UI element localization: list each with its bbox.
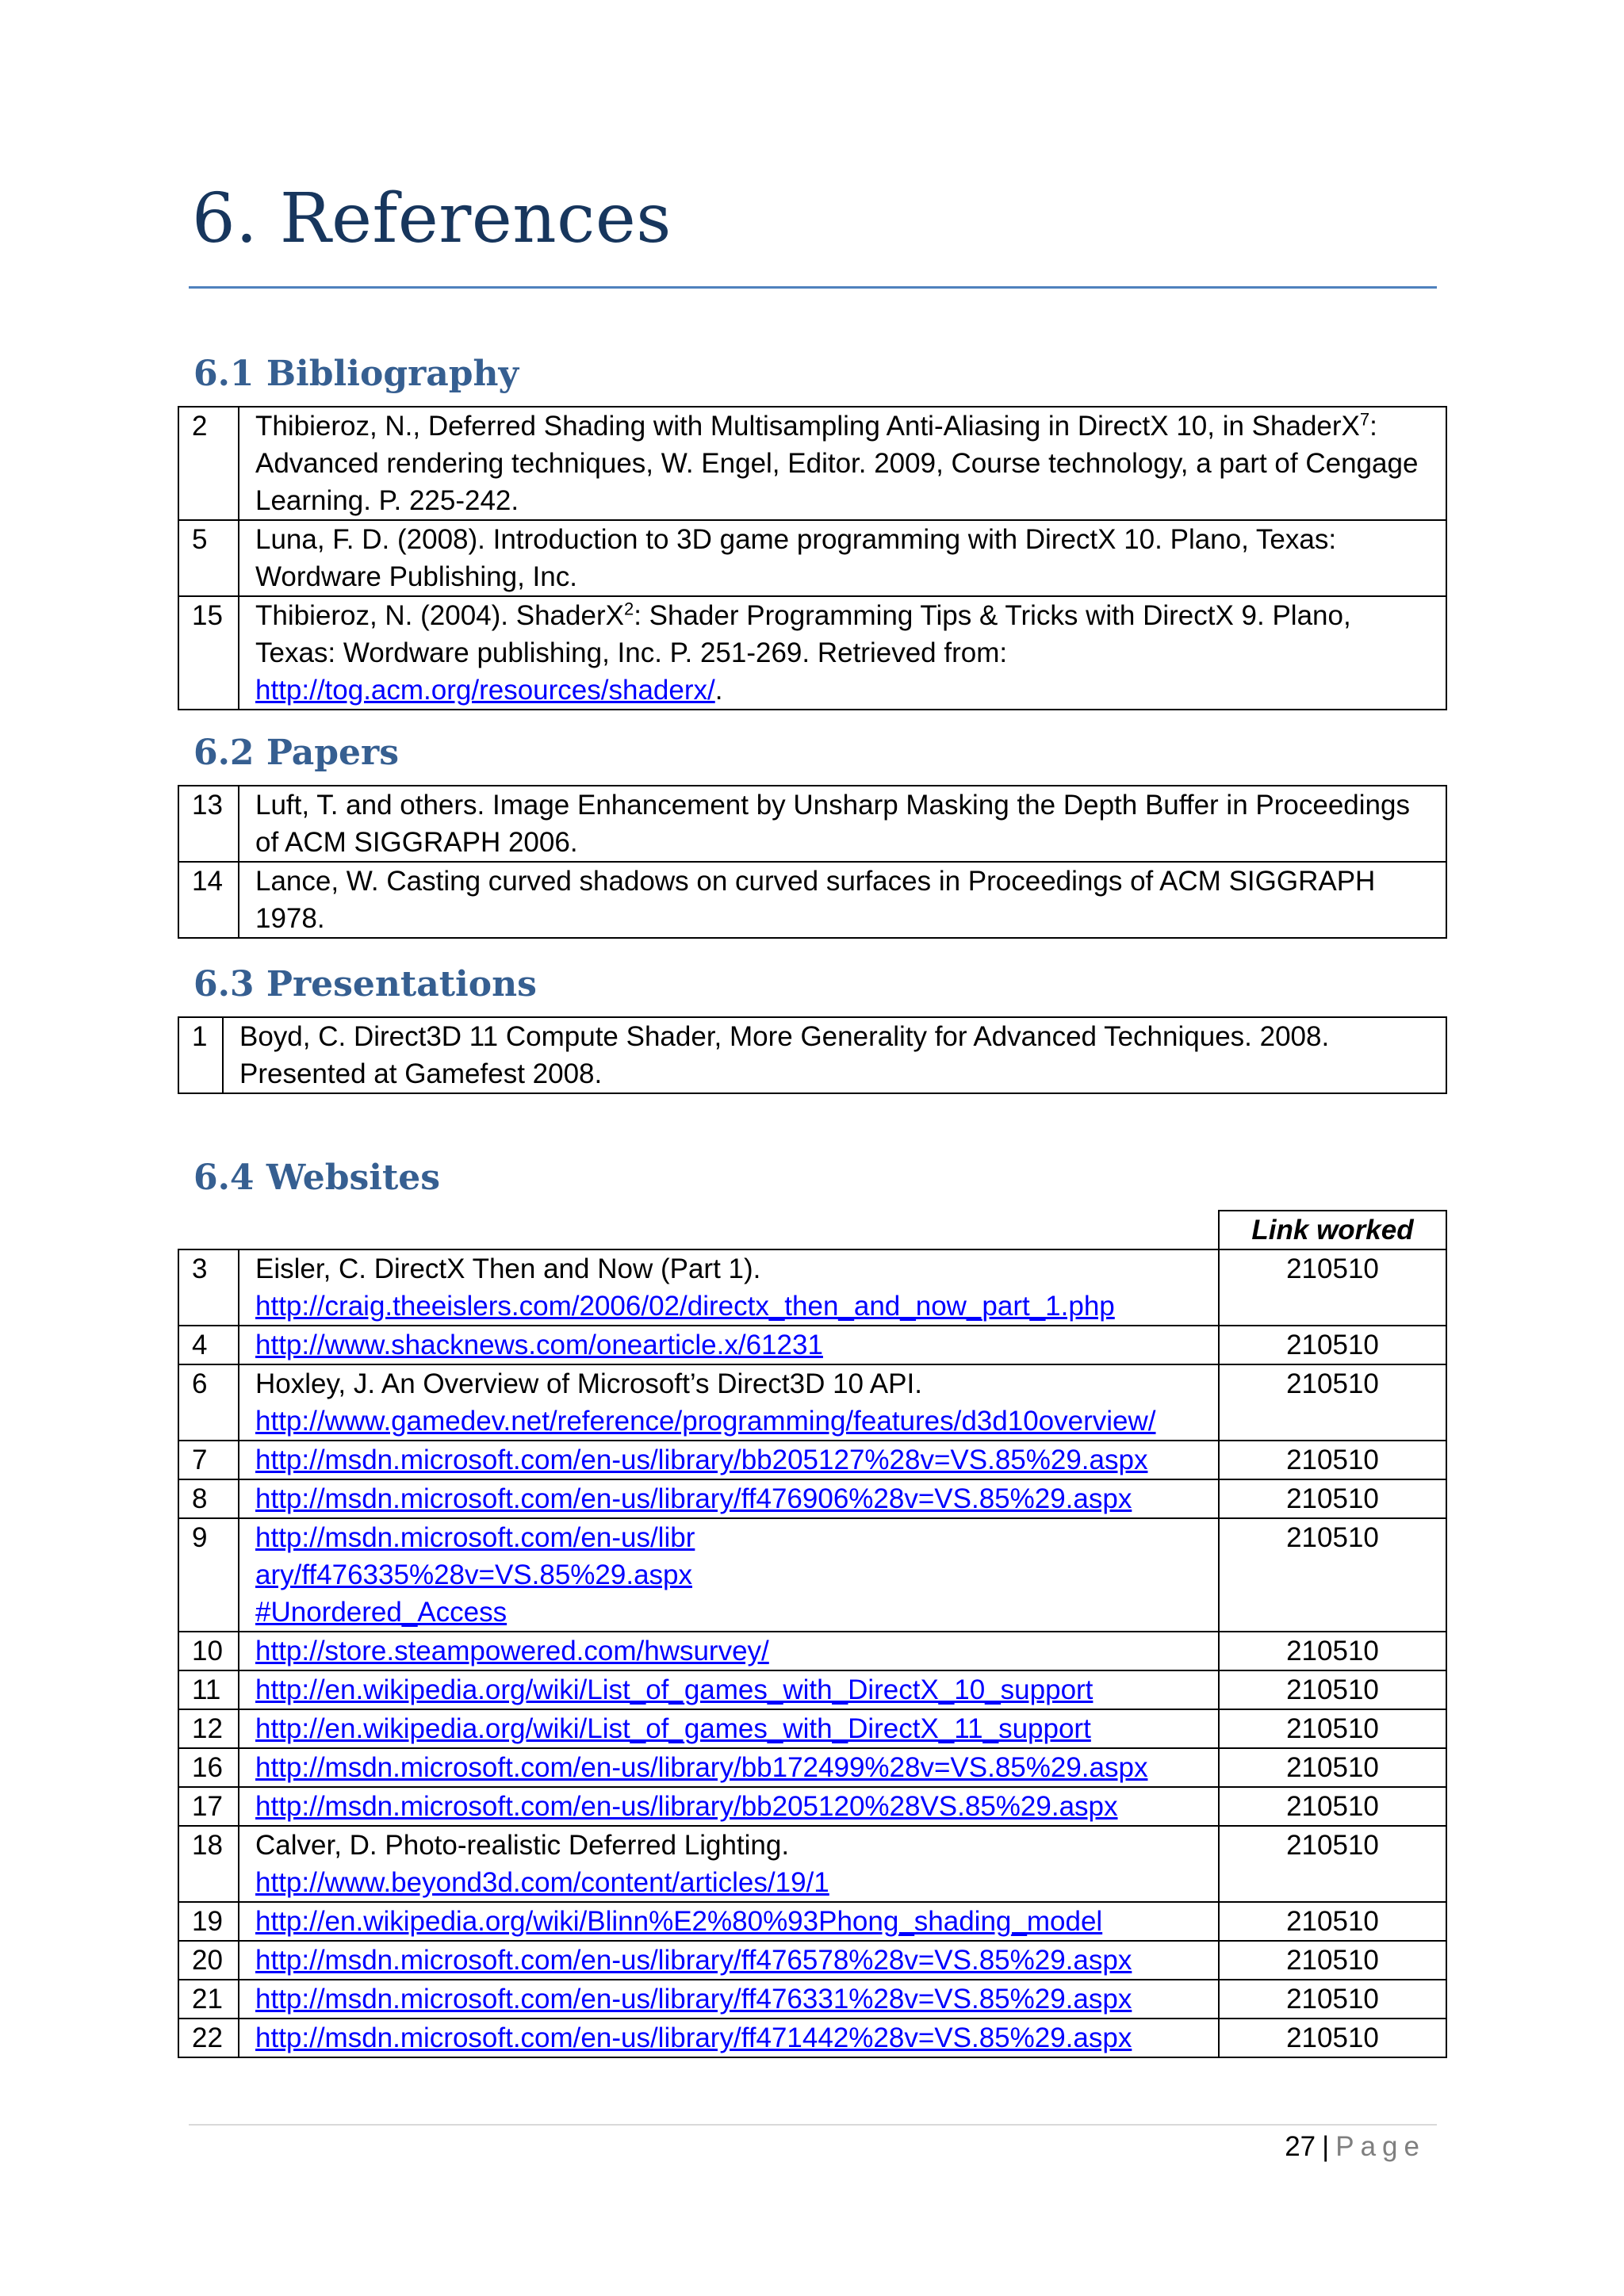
table-row (178, 520, 1446, 596)
ref-link[interactable]: http://msdn.microsoft.com/en-us/library/ff471442%28v=VS.85%29.aspx (255, 2022, 1132, 2053)
ref-entry (239, 1941, 1219, 1980)
table-row (178, 1941, 1446, 1980)
table-row (178, 1326, 1446, 1364)
link-worked-date: 210510 (1219, 1787, 1446, 1826)
ref-link[interactable]: http://msdn.microsoft.com/en-us/library/ff476331%28v=VS.85%29.aspx (255, 1984, 1132, 2015)
table-row (178, 1980, 1446, 2019)
ref-text: Luft, T. and others. Image Enhancement by Unsharp Masking the Depth Buffer in Proceedings of ACM SIGGRAPH 2006. (239, 786, 1446, 862)
link-worked-date: 210510 (1219, 1826, 1446, 1902)
ref-entry (239, 1632, 1219, 1670)
ref-number: 20 (178, 1941, 239, 1980)
table-row (178, 1826, 1446, 1902)
ref-superscript: 7 (1359, 409, 1370, 430)
ref-link[interactable]: http://msdn.microsoft.com/en-us/library/ff476335%28v=VS.85%29.aspx#Unordered_Access (255, 1522, 695, 1628)
link-worked-date: 210510 (1219, 2019, 1446, 2057)
page-number: 27 (1285, 2131, 1316, 2162)
websites-rows (178, 1249, 1446, 2057)
table-row (178, 1249, 1446, 1326)
presentations-table (178, 1016, 1447, 1094)
link-worked-date: 210510 (1219, 1364, 1446, 1441)
ref-text (239, 407, 1446, 520)
ref-link[interactable]: http://msdn.microsoft.com/en-us/library/bb172499%28v=VS.85%29.aspx (255, 1752, 1148, 1783)
ref-number: 17 (178, 1787, 239, 1826)
ref-number: 3 (178, 1249, 239, 1326)
link-worked-date: 210510 (1219, 1249, 1446, 1326)
ref-link[interactable]: http://msdn.microsoft.com/en-us/library/bb205127%28v=VS.85%29.aspx (255, 1445, 1148, 1475)
ref-superscript: 2 (623, 599, 634, 619)
ref-entry (239, 1249, 1219, 1326)
table-row (178, 1364, 1446, 1441)
ref-number: 2 (178, 407, 239, 520)
ref-entry (239, 1518, 1219, 1632)
ref-link[interactable]: http://craig.theeislers.com/2006/02/directx_then_and_now_part_1.php (255, 1291, 1115, 1322)
link-worked-date: 210510 (1219, 1441, 1446, 1479)
ref-number: 5 (178, 520, 239, 596)
link-worked-date: 210510 (1219, 1980, 1446, 2019)
table-row (178, 1748, 1446, 1787)
page-separator: | (1322, 2131, 1330, 2162)
table-row (178, 1632, 1446, 1670)
column-header-link-worked: Link worked (1219, 1211, 1446, 1249)
table-row (178, 407, 1446, 520)
ref-link[interactable]: http://en.wikipedia.org/wiki/List_of_games_with_DirectX_11_support (255, 1713, 1091, 1744)
ref-number: 18 (178, 1826, 239, 1902)
table-row (178, 2019, 1446, 2057)
ref-number: 15 (178, 596, 239, 710)
footer-rule (189, 2124, 1437, 2126)
ref-entry (239, 1364, 1219, 1441)
ref-number: 14 (178, 862, 239, 938)
table-row (178, 1479, 1446, 1518)
ref-text: Eisler, C. DirectX Then and Now (Part 1). (255, 1253, 761, 1284)
ref-text-part: : Shader Programming Tips & Tricks with DirectX 9. Plano, Texas: Wordware publishing, Inc. P. 251-269. Retrieved from: (255, 600, 1351, 668)
ref-text-part: Thibieroz, N. (2004). ShaderX (255, 600, 624, 631)
ref-number: 22 (178, 2019, 239, 2057)
ref-number: 8 (178, 1479, 239, 1518)
ref-text: Boyd, C. Direct3D 11 Compute Shader, More Generality for Advanced Techniques. 2008. Presented at Gamefest 2008. (223, 1017, 1446, 1093)
table-row (178, 1709, 1446, 1748)
ref-link[interactable]: http://store.steampowered.com/hwsurvey/ (255, 1636, 769, 1667)
ref-entry (239, 1748, 1219, 1787)
ref-link[interactable]: http://www.gamedev.net/reference/programming/features/d3d10overview/ (255, 1406, 1156, 1437)
ref-text-part: . (714, 675, 723, 706)
title-underline (189, 286, 1437, 289)
table-row (178, 1518, 1446, 1632)
ref-entry (239, 1670, 1219, 1709)
ref-number: 19 (178, 1902, 239, 1941)
table-header-row (178, 1211, 1446, 1249)
table-row (178, 1670, 1446, 1709)
link-worked-date: 210510 (1219, 1670, 1446, 1709)
ref-link[interactable]: http://msdn.microsoft.com/en-us/library/ff476906%28v=VS.85%29.aspx (255, 1483, 1132, 1514)
link-worked-date: 210510 (1219, 1709, 1446, 1748)
section-heading-bibliography: 6.1 Bibliography (193, 354, 519, 394)
page-label: Page (1335, 2131, 1426, 2162)
table-row (178, 786, 1446, 862)
link-worked-date: 210510 (1219, 1518, 1446, 1632)
ref-entry (239, 1709, 1219, 1748)
bibliography-table (178, 406, 1447, 710)
ref-text-part: Thibieroz, N., Deferred Shading with Multisampling Anti-Aliasing in DirectX 10, in ShaderX (255, 411, 1360, 442)
ref-number: 4 (178, 1326, 239, 1364)
ref-entry (239, 1980, 1219, 2019)
ref-number: 7 (178, 1441, 239, 1479)
ref-link[interactable]: http://en.wikipedia.org/wiki/List_of_games_with_DirectX_10_support (255, 1674, 1094, 1705)
papers-table (178, 785, 1447, 939)
ref-entry (239, 1441, 1219, 1479)
ref-entry (239, 1902, 1219, 1941)
link-worked-date: 210510 (1219, 1479, 1446, 1518)
ref-link[interactable]: http://msdn.microsoft.com/en-us/library/ff476578%28v=VS.85%29.aspx (255, 1945, 1132, 1976)
link-worked-date: 210510 (1219, 1941, 1446, 1980)
page-footer (1285, 2131, 1426, 2163)
ref-number: 16 (178, 1748, 239, 1787)
section-heading-papers: 6.2 Papers (193, 733, 399, 773)
table-row (178, 862, 1446, 938)
ref-link[interactable]: http://www.shacknews.com/onearticle.x/61231 (255, 1330, 823, 1360)
ref-number: 9 (178, 1518, 239, 1632)
ref-number: 10 (178, 1632, 239, 1670)
websites-table (178, 1210, 1447, 2058)
ref-number: 1 (178, 1017, 223, 1093)
link-worked-date: 210510 (1219, 1748, 1446, 1787)
ref-text-part: : Advanced rendering techniques, W. Engel, Editor. 2009, Course technology, a part of Cengage Learning. P. 225-242. (255, 411, 1419, 516)
link-worked-date: 210510 (1219, 1902, 1446, 1941)
ref-link[interactable]: http://tog.acm.org/resources/shaderx/ (255, 675, 715, 706)
ref-number: 21 (178, 1980, 239, 2019)
page-title: 6. References (192, 179, 672, 258)
link-worked-date: 210510 (1219, 1632, 1446, 1670)
section-heading-websites: 6.4 Websites (193, 1158, 441, 1198)
ref-number: 13 (178, 786, 239, 862)
ref-text: Luna, F. D. (2008). Introduction to 3D game programming with DirectX 10. Plano, Texas: Wordware Publishing, Inc. (239, 520, 1446, 596)
ref-link[interactable]: http://en.wikipedia.org/wiki/Blinn%E2%80%93Phong_shading_model (255, 1906, 1103, 1937)
ref-number: 11 (178, 1670, 239, 1709)
ref-text: Calver, D. Photo-realistic Deferred Lighting. (255, 1830, 790, 1861)
ref-text (239, 596, 1446, 710)
ref-entry (239, 2019, 1219, 2057)
ref-entry (239, 1479, 1219, 1518)
ref-number: 12 (178, 1709, 239, 1748)
ref-entry (239, 1326, 1219, 1364)
ref-link[interactable]: http://msdn.microsoft.com/en-us/library/bb205120%28VS.85%29.aspx (255, 1791, 1118, 1822)
table-row (178, 1017, 1446, 1093)
section-heading-presentations: 6.3 Presentations (193, 964, 537, 1004)
ref-text: Lance, W. Casting curved shadows on curved surfaces in Proceedings of ACM SIGGRAPH 1978. (239, 862, 1446, 938)
ref-entry (239, 1826, 1219, 1902)
ref-link[interactable]: http://www.beyond3d.com/content/articles/19/1 (255, 1867, 829, 1898)
ref-number: 6 (178, 1364, 239, 1441)
table-row (178, 1441, 1446, 1479)
table-row (178, 596, 1446, 710)
link-worked-date: 210510 (1219, 1326, 1446, 1364)
ref-text: Hoxley, J. An Overview of Microsoft’s Direct3D 10 API. (255, 1368, 922, 1399)
table-row (178, 1787, 1446, 1826)
ref-entry (239, 1787, 1219, 1826)
table-row (178, 1902, 1446, 1941)
